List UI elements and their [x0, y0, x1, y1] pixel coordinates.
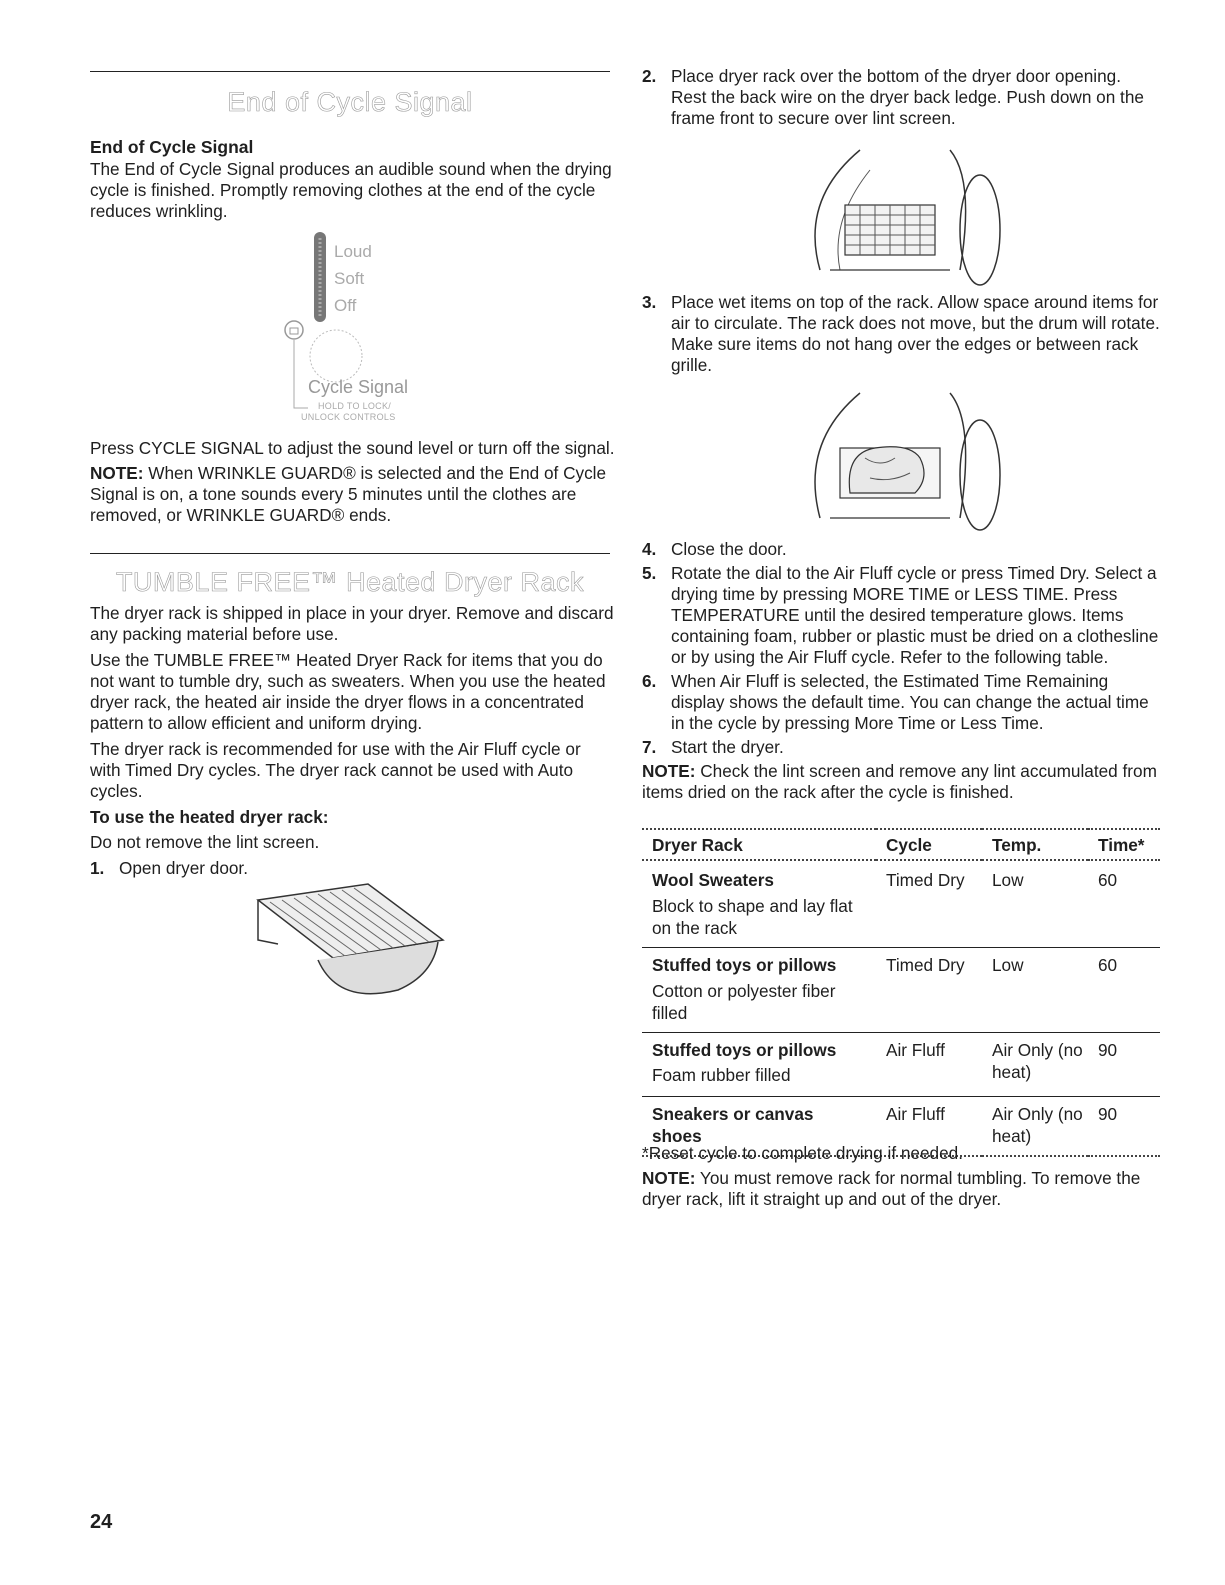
cycle-signal-banner: End of Cycle Signal — [227, 87, 473, 117]
dryer-rack-p4: Do not remove the lint screen. — [90, 832, 320, 852]
table-row: Wool Sweaters Block to shape and lay flat on the rack Timed Dry Low 60 — [642, 860, 1160, 948]
step-1: 1. Open dryer door. — [90, 858, 248, 878]
page-number: 24 — [90, 1511, 113, 1533]
dryer-rack-p2: Use the TUMBLE FREE™ Heated Dryer Rack for items that you do not want to tumble dry, such as sweaters. When you use the heated dryer rack, the heated air inside the dryer flows in a concentrated pattern to allow efficient and uniform drying. — [90, 650, 606, 733]
dryer-rack-p3: The dryer rack is recommended for use with the Air Fluff cycle or with Timed Dry cycles. The dryer rack cannot be used with Auto cycles. — [90, 739, 581, 801]
top-rule — [90, 71, 610, 72]
step-6: 6. When Air Fluff is selected, the Estimated Time Remaining display shows the default time. You can change the actual time in the cycle by pressing More Time or Less Time. — [642, 671, 1149, 733]
dryer-door-icon — [960, 175, 1000, 285]
unlock-controls-label: UNLOCK CONTROLS — [301, 412, 396, 422]
cycle-signal-body: The End of Cycle Signal produces an audible sound when the drying cycle is finished. Promptly removing clothes at the end of the cycle reduces wrinkling. — [90, 159, 612, 221]
cycle-signal-heading: End of Cycle Signal — [90, 137, 254, 157]
step-4: 4. Close the door. — [642, 539, 787, 559]
level-indicator-bar — [314, 232, 326, 322]
cycle-signal-button-icon — [310, 330, 362, 382]
dryer-rack-subheading: To use the heated dryer rack: — [90, 807, 329, 827]
dryer-rack-illustration — [248, 880, 458, 1015]
lint-note: NOTE: Check the lint screen and remove any lint accumulated from items dried on the rack after the cycle is finished. — [642, 761, 1157, 802]
step-2: 2. Place dryer rack over the bottom of the dryer door opening. Rest the back wire on the dryer back ledge. Push down on the frame front to secure over lint screen. — [642, 66, 1144, 128]
step-7: 7. Start the dryer. — [642, 737, 784, 757]
cycle-signal-note: NOTE: When WRINKLE GUARD® is selected and the End of Cycle Signal is on, a tone sounds every 5 minutes until the clothes are removed, or WRINKLE GUARD® ends. — [90, 463, 607, 525]
wet-items-illustration — [800, 383, 1005, 538]
level-loud: Loud — [334, 242, 372, 261]
table-header: Dryer Rack Cycle Temp. Time* — [642, 829, 1160, 860]
lock-icon — [285, 321, 303, 339]
table-footnote: *Reset cycle to complete drying if needed. — [642, 1143, 964, 1163]
table-row: Stuffed toys or pillows Foam rubber filled Air Fluff Air Only (no heat) 90 — [642, 1033, 1160, 1097]
step-3: 3. Place wet items on top of the rack. Allow space around items for air to circulate. The rack does not move, but the drum will rotate. Make sure items do not hang over the edges or between rack grille. — [642, 292, 1160, 375]
remove-rack-note: NOTE: You must remove rack for normal tumbling. To remove the dryer rack, lift it straight up and out of the dryer. — [642, 1168, 1141, 1209]
level-off: Off — [334, 296, 357, 315]
hold-to-lock-label: HOLD TO LOCK/ — [318, 401, 392, 411]
dryer-rack-table — [642, 828, 1160, 1159]
step-5: 5. Rotate the dial to the Air Fluff cycle or press Timed Dry. Select a drying time by pressing MORE TIME or LESS TIME. Press TEMPERATURE until the desired temperature glows. Items containing foam, rubber or plastic must be dried on a clothesline or by using the Air Fluff cycle. Refer to the following table. — [642, 563, 1159, 667]
table-row: Stuffed toys or pillows Cotton or polyester fiber filled Timed Dry Low 60 — [642, 948, 1160, 1033]
press-cycle-signal-text: Press CYCLE SIGNAL to adjust the sound level or turn off the signal. — [90, 438, 615, 458]
rack-in-dryer-illustration — [800, 140, 1005, 295]
table-row: Sneakers or canvas shoes Air Fluff Air Only (no heat) 90 — [642, 1097, 1160, 1157]
dryer-rack-banner: TUMBLE FREE™ Heated Dryer Rack — [115, 567, 585, 597]
dryer-rack-p1: The dryer rack is shipped in place in your dryer. Remove and discard any packing material before use. — [90, 603, 614, 644]
cycle-signal-button-label: Cycle Signal — [308, 377, 409, 397]
level-soft: Soft — [334, 269, 365, 288]
section-rule — [90, 553, 610, 554]
